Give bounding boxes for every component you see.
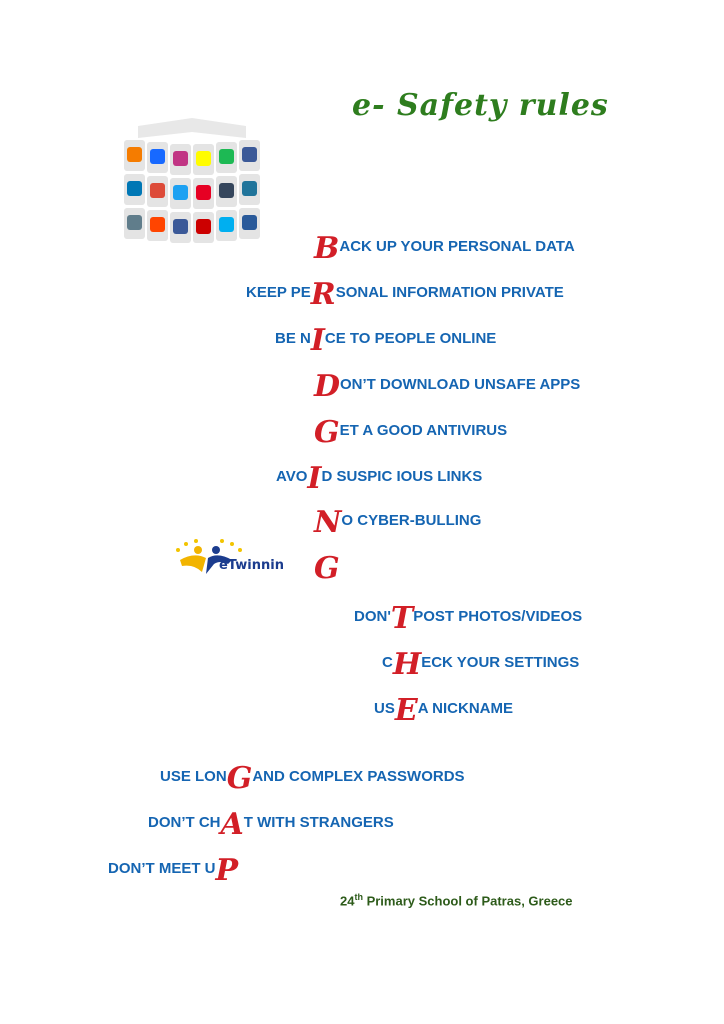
acrostic-letter: G — [226, 761, 253, 796]
page-title: e- Safety rules — [352, 88, 609, 123]
social-app-icon — [219, 183, 234, 198]
social-app-icon — [127, 215, 142, 230]
acrostic-letter: T — [390, 601, 414, 636]
rule-row: DON’T MEET UP — [108, 853, 239, 888]
acrostic-letter: G — [314, 415, 340, 450]
etwinning-logo — [172, 538, 312, 578]
social-app-icon — [127, 147, 142, 162]
social-app-icon — [173, 185, 188, 200]
etwinning-label: eTwinnin — [219, 558, 284, 573]
social-app-icon — [242, 181, 257, 196]
social-app-icon — [150, 217, 165, 232]
acrostic-letter: N — [314, 505, 342, 540]
social-app-icon — [219, 217, 234, 232]
social-app-icon — [196, 219, 211, 234]
acrostic-letter: E — [394, 693, 418, 728]
social-app-icon — [219, 149, 234, 164]
social-app-icon — [127, 181, 142, 196]
social-app-icon — [150, 149, 165, 164]
rule-row: GET A GOOD ANTIVIRUS — [314, 415, 508, 450]
acrostic-letter: G — [314, 551, 340, 586]
acrostic-letter: A — [220, 807, 244, 842]
rule-row: DON’T DOWNLOAD UNSAFE APPS — [314, 369, 581, 404]
rule-row — [314, 551, 340, 586]
acrostic-letter: B — [314, 231, 340, 266]
social-app-icon — [242, 147, 257, 162]
rule-row: KEEP PERSONAL INFORMATION PRIVATE — [246, 277, 564, 312]
acrostic-letter: D — [314, 369, 341, 404]
social-app-icon — [150, 183, 165, 198]
acrostic-letter: I — [307, 461, 322, 496]
rule-row: DON'TPOST PHOTOS/VIDEOS — [354, 601, 583, 636]
social-app-icon — [196, 185, 211, 200]
social-app-icon — [173, 151, 188, 166]
rule-row: CHECK YOUR SETTINGS — [382, 647, 580, 682]
rule-row: BE NICE TO PEOPLE ONLINE — [275, 323, 497, 358]
social-app-icon — [196, 151, 211, 166]
rule-row: AVOID SUSPIC IOUS LINKS — [276, 461, 483, 496]
rule-row: BACK UP YOUR PERSONAL DATA — [314, 231, 575, 266]
rule-row: USEA NICKNAME — [374, 693, 513, 728]
acrostic-letter: R — [310, 277, 336, 312]
social-app-icon — [242, 215, 257, 230]
acrostic-letter: P — [215, 853, 239, 888]
school-footer: 24th Primary School of Patras, Greece — [340, 892, 573, 909]
rule-row: NO CYBER-BULLING — [314, 505, 482, 540]
rule-row: DON’T CHAT WITH STRANGERS — [148, 807, 394, 842]
social-media-cube-image — [118, 118, 266, 248]
rule-row: USE LONGAND COMPLEX PASSWORDS — [160, 761, 465, 796]
acrostic-letter: H — [392, 647, 422, 682]
acrostic-letter: I — [310, 323, 325, 358]
social-app-icon — [173, 219, 188, 234]
